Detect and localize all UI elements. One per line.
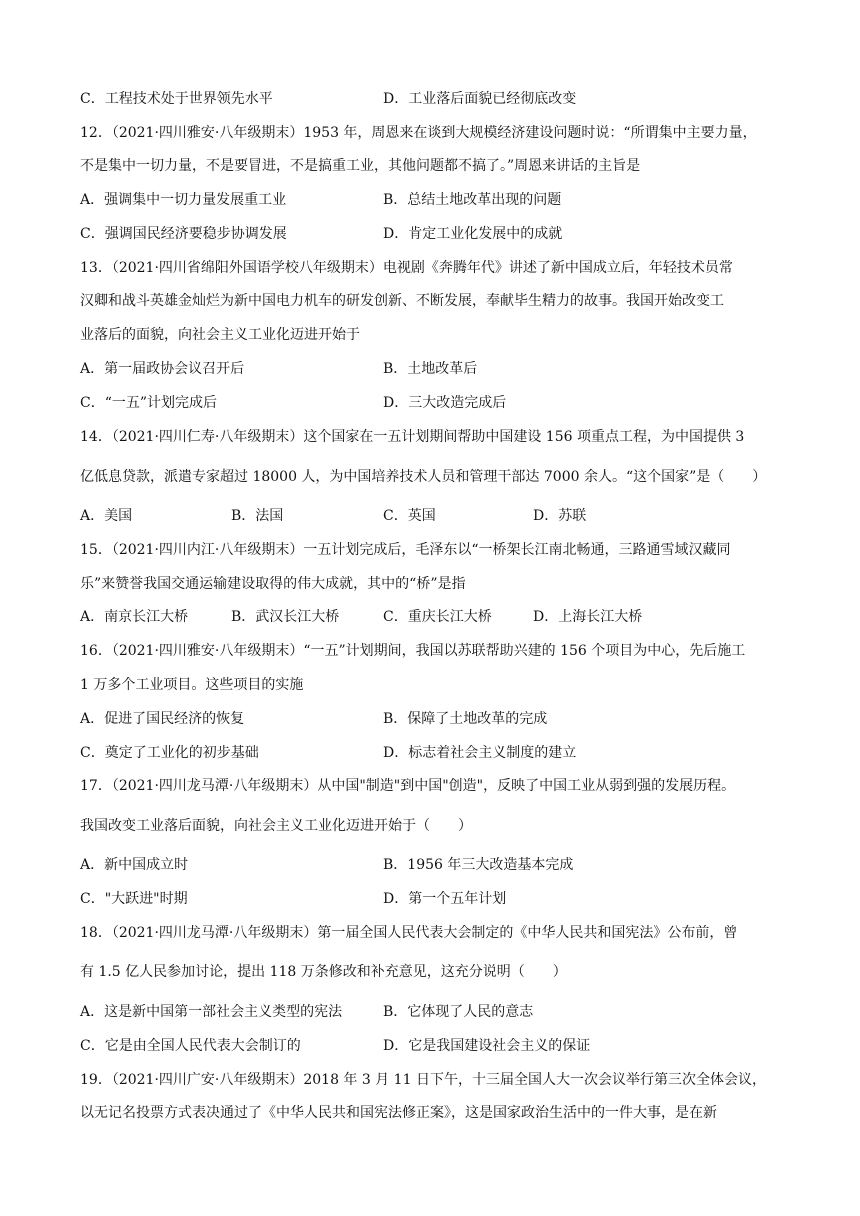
q19-stem-line-1: 19．（2021·四川广安·八年级期末）2018 年 3 月 11 日下午，十三届全国人大一次会议举行第三次全体会议， — [80, 1072, 766, 1088]
q13-stem-line-1: 13．（2021·四川省绵阳外国语学校八年级期末）电视剧《奔腾年代》讲述了新中国成立后，年轻技术员常 — [80, 260, 733, 276]
q12-option-b: B．总结土地改革出现的问题 — [383, 192, 562, 208]
q15-option-a: A．南京长江大桥 — [80, 609, 189, 625]
q16-option-b: B．保障了土地改革的完成 — [383, 711, 548, 727]
q18-option-b: B．它体现了人民的意志 — [383, 1004, 534, 1020]
q14-stem-line-2: 亿低息贷款，派遣专家超过 18000 人，为中国培养技术人员和管理干部达 7000 余人。“这个国家”是（ ） — [80, 469, 767, 485]
q18-option-c: C．它是由全国人民代表大会制订的 — [80, 1038, 301, 1054]
q14-option-b: B．法国 — [231, 508, 284, 524]
q14-option-a: A．美国 — [80, 508, 133, 524]
q16-option-c: C．奠定了工业化的初步基础 — [80, 745, 259, 761]
q17-stem-line-2: 我国改变工业落后面貌，向社会主义工业化迈进开始于（ ） — [80, 818, 472, 834]
q19-stem-line-2: 以无记名投票方式表决通过了《中华人民共和国宪法修正案》，这是国家政治生活中的一件大事，是在新 — [80, 1105, 717, 1121]
q13-option-a: A．第一届政协会议召开后 — [80, 361, 245, 377]
q18-option-a: A．这是新中国第一部社会主义类型的宪法 — [80, 1004, 343, 1020]
q17-option-d: D．第一个五年计划 — [383, 891, 507, 907]
q16-stem-line-2: 1 万多个工业项目。这些项目的实施 — [80, 677, 304, 693]
q12-option-d: D．肯定工业化发展中的成就 — [383, 226, 563, 242]
q15-stem-line-1: 15．（2021·四川内江·八年级期末）一五计划完成后，毛泽东以“一桥架长江南北畅通，三路通雪域汉藏同 — [80, 542, 731, 558]
q11-option-c: C．工程技术处于世界领先水平 — [80, 91, 273, 107]
q12-option-c: C．强调国民经济要稳步协调发展 — [80, 226, 287, 242]
q14-stem-line-1: 14．（2021·四川仁寿·八年级期末）这个国家在一五计划期间帮助中国建设 156 项重点工程，为中国提供 3 — [80, 429, 745, 445]
q13-option-d: D．三大改造完成后 — [383, 395, 507, 411]
q12-option-a: A．强调集中一切力量发展重工业 — [80, 192, 287, 208]
q16-stem-line-1: 16．（2021·四川雅安·八年级期末）“一五”计划期间，我国以苏联帮助兴建的 156 个项目为中心，先后施工 — [80, 643, 746, 659]
q17-option-c: C．"大跃进"时期 — [80, 891, 188, 907]
q12-stem-line-1: 12．（2021·四川雅安·八年级期末）1953 年，周恩来在谈到大规模经济建设问题时说：“所谓集中主要力量， — [80, 125, 757, 141]
q15-option-d: D．上海长江大桥 — [533, 609, 643, 625]
q15-option-b: B．武汉长江大桥 — [231, 609, 340, 625]
q18-stem-line-1: 18．（2021·四川龙马潭·八年级期末）第一届全国人民代表大会制定的《中华人民共和国宪法》公布前，曾 — [80, 925, 738, 941]
q18-stem-line-2: 有 1.5 亿人民参加讨论，提出 118 万条修改和补充意见，这充分说明（ ） — [80, 964, 567, 980]
q17-stem-line-1: 17．（2021·四川龙马潭·八年级期末）从中国"制造"到中国"创造"，反映了中国工业从弱到强的发展历程。 — [80, 778, 736, 794]
q18-option-d: D．它是我国建设社会主义的保证 — [383, 1038, 591, 1054]
q16-option-a: A．促进了国民经济的恢复 — [80, 711, 245, 727]
q15-option-c: C．重庆长江大桥 — [383, 609, 492, 625]
q17-option-a: A．新中国成立时 — [80, 857, 189, 873]
q17-option-b: B．1956 年三大改造基本完成 — [383, 857, 574, 873]
q13-stem-line-2: 汉卿和战斗英雄金灿烂为新中国电力机车的研发创新、不断发展，奉献毕生精力的故事。我国开始改变工 — [80, 293, 724, 309]
q11-option-d: D．工业落后面貌已经彻底改变 — [383, 91, 577, 107]
q13-option-c: C．“一五”计划完成后 — [80, 395, 218, 411]
q16-option-d: D．标志着社会主义制度的建立 — [383, 745, 577, 761]
q14-option-d: D．苏联 — [533, 508, 587, 524]
q14-option-c: C．英国 — [383, 508, 436, 524]
q12-stem-line-2: 不是集中一切力量，不是要冒进，不是搞重工业，其他问题都不搞了。”周恩来讲话的主旨是 — [80, 158, 641, 174]
q15-stem-line-2: 乐”来赞誉我国交通运输建设取得的伟大成就，其中的“桥”是指 — [80, 576, 466, 592]
q13-stem-line-3: 业落后的面貌，向社会主义工业化迈进开始于 — [80, 327, 360, 343]
q13-option-b: B．土地改革后 — [383, 361, 478, 377]
